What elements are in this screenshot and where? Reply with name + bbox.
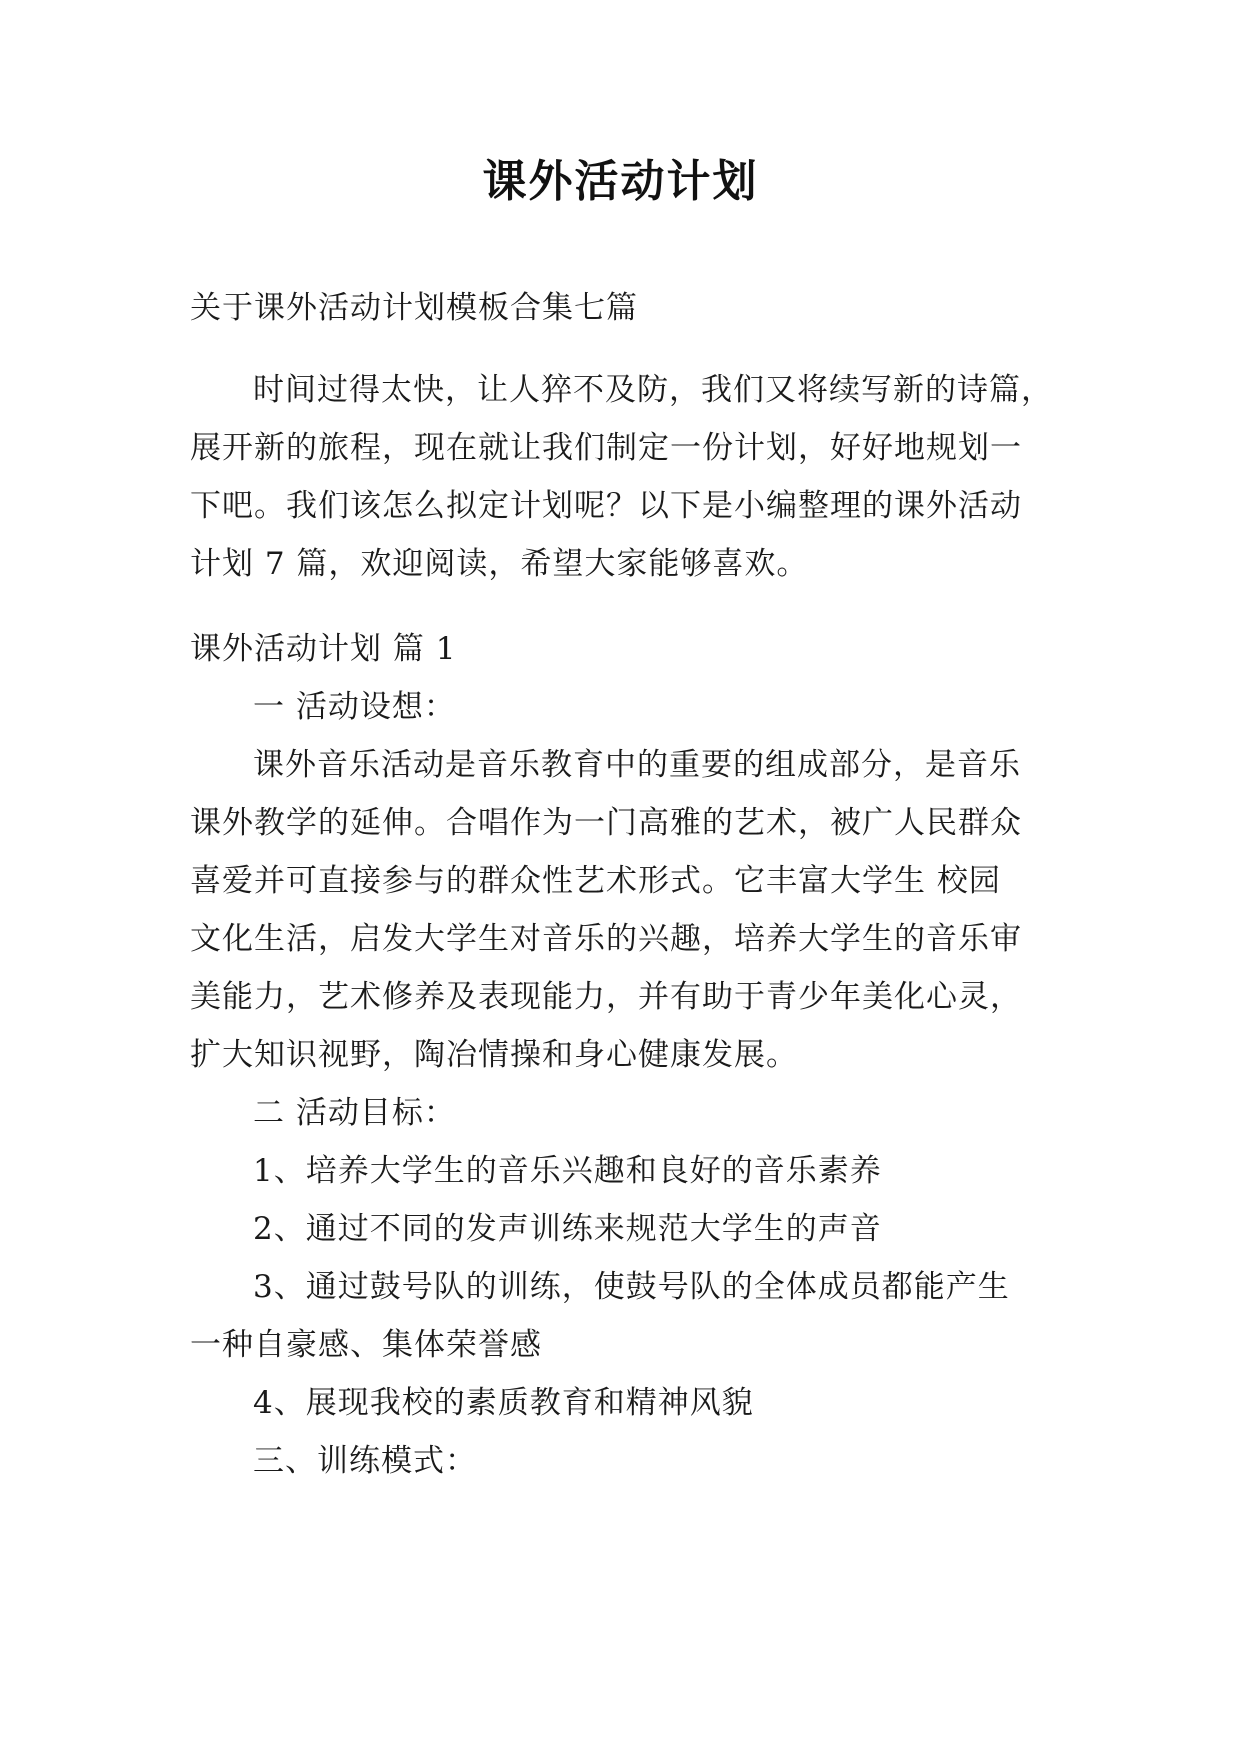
goal-item: 2、通过不同的发声训练来规范大学生的声音: [253, 1211, 882, 1247]
body-line: 扩大知识视野，陶冶情操和身心健康发展。: [190, 1037, 798, 1073]
body-line: 文化生活，启发大学生对音乐的兴趣，培养大学生的音乐审: [190, 921, 1022, 957]
intro-line: 下吧。我们该怎么拟定计划呢？以下是小编整理的课外活动: [190, 488, 1022, 524]
goal-item: 4、展现我校的素质教育和精神风貌: [253, 1385, 754, 1421]
part3-heading: 三、训练模式：: [253, 1443, 477, 1479]
goal-item: 3、通过鼓号队的训练，使鼓号队的全体成员都能产生: [253, 1269, 1010, 1305]
intro-line: 展开新的旅程，现在就让我们制定一份计划，好好地规划一: [190, 430, 1022, 466]
intro-line: 计划 7 篇，欢迎阅读，希望大家能够喜欢。: [190, 546, 809, 582]
body-line: 美能力，艺术修养及表现能力，并有助于青少年美化心灵，: [190, 979, 1022, 1015]
goal-item: 1、培养大学生的音乐兴趣和良好的音乐素养: [253, 1153, 882, 1189]
body-line: 课外音乐活动是音乐教育中的重要的组成部分，是音乐: [253, 747, 1021, 783]
part2-heading: 二 活动目标：: [253, 1095, 456, 1131]
goal-item: 一种自豪感、集体荣誉感: [190, 1327, 542, 1363]
part1-heading: 一 活动设想：: [253, 689, 456, 725]
section-heading: 课外活动计划 篇 1: [190, 631, 457, 667]
body-line: 课外教学的延伸。合唱作为一门高雅的艺术，被广人民群众: [190, 805, 1022, 841]
body-line: 喜爱并可直接参与的群众性艺术形式。它丰富大学生 校园: [190, 863, 1001, 899]
document-subtitle: 关于课外活动计划模板合集七篇: [190, 290, 638, 326]
intro-line: 时间过得太快，让人猝不及防，我们又将续写新的诗篇，: [253, 372, 1053, 408]
document-title: 课外活动计划: [482, 156, 759, 207]
